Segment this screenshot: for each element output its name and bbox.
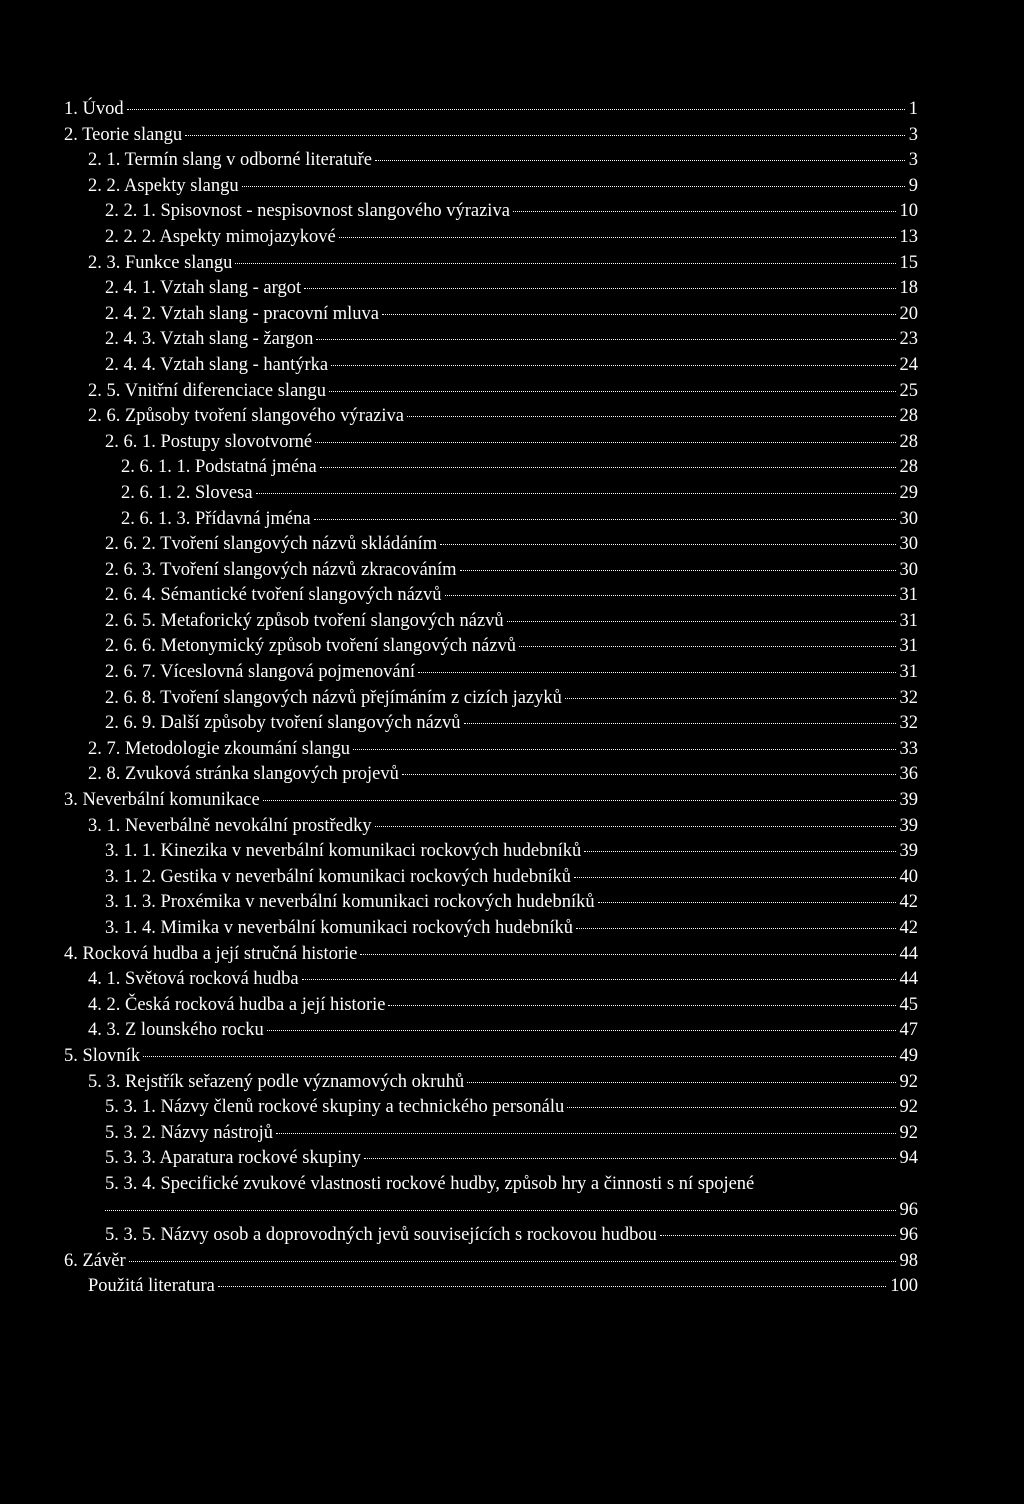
toc-entry[interactable] (105, 890, 918, 916)
toc-page-number: 40 (899, 866, 918, 887)
toc-row (0, 1018, 1024, 1044)
toc-row (0, 942, 1024, 968)
toc-entry[interactable] (121, 507, 918, 533)
toc-row (0, 558, 1024, 584)
toc-row (0, 839, 1024, 865)
dot-leader (331, 365, 895, 366)
toc-row (0, 762, 1024, 788)
toc-entry[interactable] (64, 1044, 918, 1070)
toc-row (0, 174, 1024, 200)
toc-entry[interactable] (105, 583, 918, 609)
toc-entry-title: 3. Neverbální komunikace (64, 790, 260, 811)
toc-page-number: 31 (899, 662, 918, 683)
toc-entry-title: 2. 1. Termín slang v odborné literatuře (88, 150, 373, 171)
toc-row (0, 660, 1024, 686)
toc-row (0, 814, 1024, 840)
dot-leader (304, 288, 895, 289)
toc-entry-title: 2. 7. Metodologie zkoumání slangu (88, 738, 351, 759)
toc-page-number: 36 (899, 764, 918, 785)
toc-entry[interactable] (105, 660, 918, 686)
toc-entry-title: 2. 2. 2. Aspekty mimojazykové (105, 226, 336, 247)
dot-leader (513, 211, 896, 212)
dot-leader (565, 698, 896, 699)
toc-row (0, 686, 1024, 712)
toc-page-number: 3 (908, 150, 918, 171)
toc-entry[interactable] (105, 1121, 918, 1147)
toc-row (0, 916, 1024, 942)
dot-leader (263, 800, 896, 801)
toc-row (0, 1198, 1024, 1224)
dot-leader (143, 1056, 895, 1057)
dot-leader (375, 826, 896, 827)
toc-entry-title: 2. 5. Vnitřní diferenciace slangu (88, 380, 327, 401)
toc-entry[interactable] (88, 1018, 918, 1044)
toc-page-number: 98 (899, 1250, 918, 1271)
dot-leader (267, 1030, 896, 1031)
toc-entry[interactable] (105, 532, 918, 558)
toc-entry-title: 2. 8. Zvuková stránka slangových projevů (88, 764, 399, 785)
toc-entry[interactable] (64, 1249, 918, 1275)
toc-entry-title: 3. 1. 4. Mimika v neverbální komunikaci rockových hudebníků (105, 918, 574, 938)
toc-entry-title: 2. 6. 5. Metaforický způsob tvoření slangových názvů (105, 610, 504, 631)
toc-row (0, 97, 1024, 123)
toc-entry[interactable] (64, 788, 918, 814)
dot-leader (440, 544, 895, 545)
toc-entry[interactable] (88, 174, 918, 200)
toc-entry-title: 4. Rocková hudba a její stručná historie (64, 943, 358, 964)
dot-leader (302, 979, 896, 980)
dot-leader (382, 314, 895, 315)
toc-page-number: 44 (899, 969, 918, 990)
toc-entry[interactable] (105, 711, 918, 737)
toc-entry[interactable] (88, 404, 918, 430)
toc-entry[interactable] (121, 455, 918, 481)
toc-entry[interactable] (105, 865, 918, 891)
toc-entry[interactable] (105, 1223, 918, 1249)
dot-leader (276, 1133, 895, 1134)
toc-row (0, 1146, 1024, 1172)
toc-page-number: 42 (899, 892, 918, 913)
toc-entry-title: 2. 6. 9. Další způsoby tvoření slangových názvů (105, 713, 461, 734)
toc-page-number: 23 (899, 329, 918, 350)
toc-row (0, 481, 1024, 507)
dot-leader (464, 723, 896, 724)
toc-entry-title: 5. 3. Rejstřík seřazený podle významových okruhů (88, 1071, 465, 1092)
toc-row (0, 455, 1024, 481)
toc-entry-title[interactable]: 5. 3. 4. Specifické zvukové vlastnosti rockové hudby, způsob hry a činnosti s ní spojené (105, 1173, 755, 1194)
toc-entry[interactable] (105, 1146, 918, 1172)
toc-row (0, 1249, 1024, 1275)
toc-page-number: 44 (899, 943, 918, 964)
toc-entry-title: 4. 3. Z lounského rocku (88, 1020, 264, 1041)
dot-leader (418, 672, 896, 673)
toc-entry[interactable] (64, 942, 918, 968)
toc-page-number: 32 (899, 687, 918, 708)
dot-leader (129, 1261, 896, 1262)
toc-row (0, 302, 1024, 328)
dot-leader (314, 519, 896, 520)
toc-page-number: 18 (899, 278, 918, 299)
toc-entry[interactable] (105, 199, 918, 225)
toc-page-number: 31 (899, 610, 918, 631)
toc-entry[interactable] (88, 379, 918, 405)
dot-leader (660, 1235, 896, 1236)
toc-entry[interactable] (105, 1095, 918, 1121)
toc-row (0, 634, 1024, 660)
dot-leader (467, 1082, 895, 1083)
toc-row (0, 353, 1024, 379)
toc-row (0, 865, 1024, 891)
toc-entry-title: 5. Slovník (64, 1045, 141, 1066)
toc-entry[interactable] (105, 558, 918, 584)
dot-leader (507, 621, 896, 622)
dot-leader (402, 774, 896, 775)
toc-page-number: 29 (899, 482, 918, 503)
toc-entry[interactable] (105, 276, 918, 302)
dot-leader (315, 442, 895, 443)
dot-leader (375, 160, 905, 161)
dot-leader (105, 1210, 896, 1211)
toc-row (0, 967, 1024, 993)
toc-row (0, 1172, 1024, 1198)
toc-entry-title: 2. 4. 3. Vztah slang - žargon (105, 329, 314, 350)
toc-page-number: 39 (899, 841, 918, 862)
toc-row (0, 404, 1024, 430)
toc-entry-title: 2. 6. 1. 3. Přídavná jména (121, 508, 311, 529)
toc-entry[interactable] (105, 225, 918, 251)
toc-entry-title: 2. 4. 2. Vztah slang - pracovní mluva (105, 303, 380, 324)
toc-entry-title: 2. 6. 1. 1. Podstatná jména (121, 457, 317, 478)
toc-entry[interactable] (88, 251, 918, 277)
toc-entry[interactable] (121, 481, 918, 507)
toc-entry-title: 6. Závěr (64, 1250, 126, 1271)
dot-leader (567, 1107, 895, 1108)
toc-entry-continuation (105, 1198, 918, 1224)
toc-row (0, 1121, 1024, 1147)
toc-entry-title: 2. 6. 2. Tvoření slangových názvů skládáním (105, 534, 438, 555)
toc-page-number: 31 (899, 585, 918, 606)
toc-page-number: 42 (899, 918, 918, 938)
toc-row (0, 583, 1024, 609)
dot-leader (407, 416, 896, 417)
toc-page-number: 30 (899, 559, 918, 580)
dot-leader (388, 1005, 895, 1006)
dot-leader (353, 749, 895, 750)
toc-page-number: 100 (890, 1276, 918, 1297)
toc-entry[interactable] (88, 762, 918, 788)
toc-row (0, 993, 1024, 1019)
toc-page-number: 9 (908, 175, 918, 196)
toc-entry-title: 2. 6. 4. Sémantické tvoření slangových názvů (105, 585, 442, 606)
toc-row (0, 737, 1024, 763)
dot-leader (460, 570, 896, 571)
toc-row (0, 276, 1024, 302)
toc-row (0, 225, 1024, 251)
toc-entry[interactable] (105, 686, 918, 712)
toc-row (0, 890, 1024, 916)
toc-row (0, 788, 1024, 814)
toc-entry[interactable] (105, 327, 918, 353)
toc-page-number: 33 (899, 738, 918, 759)
toc-row (0, 379, 1024, 405)
toc-entry-title: 3. 1. 1. Kinezika v neverbální komunikaci rockových hudebníků (105, 841, 582, 862)
toc-entry-title: 5. 3. 2. Názvy nástrojů (105, 1122, 274, 1143)
toc-entry[interactable] (88, 737, 918, 763)
toc-entry[interactable] (105, 302, 918, 328)
dot-leader (598, 902, 896, 903)
toc-entry-title: 2. 4. 4. Vztah slang - hantýrka (105, 354, 329, 375)
toc-entry[interactable] (88, 967, 918, 993)
toc-page-number: 96 (899, 1225, 918, 1246)
toc-page-number: 28 (899, 406, 918, 427)
toc-entry[interactable] (88, 993, 918, 1019)
toc-entry[interactable] (88, 814, 918, 840)
toc-page-number: 92 (899, 1097, 918, 1118)
toc-entry[interactable] (64, 97, 918, 123)
toc-entry-title: 4. 1. Světová rocková hudba (88, 969, 299, 990)
toc-page-number: 94 (899, 1148, 918, 1169)
toc-entry[interactable] (88, 1274, 918, 1300)
toc-entry-title: 2. 6. 8. Tvoření slangových názvů přejímáním z cizích jazyků (105, 687, 562, 708)
toc-entry-title: Použitá literatura (88, 1276, 215, 1297)
toc-row (0, 1044, 1024, 1070)
toc-entry-title: 2. 6. 1. 2. Slovesa (121, 482, 253, 503)
dot-leader (445, 595, 896, 596)
dot-leader (339, 237, 896, 238)
toc-entry[interactable] (105, 839, 918, 865)
toc-entry-title: 3. 1. 3. Proxémika v neverbální komunikaci rockových hudebníků (105, 892, 595, 913)
toc-page-number: 1 (908, 99, 918, 119)
toc-page-number: 20 (899, 303, 918, 324)
dot-leader (364, 1158, 896, 1159)
toc-page-number: 39 (899, 790, 918, 811)
dot-leader (316, 339, 895, 340)
dot-leader (584, 851, 895, 852)
dot-leader (519, 646, 895, 647)
toc-entry-title: 2. 2. Aspekty slangu (88, 175, 239, 196)
toc-entry[interactable] (88, 1070, 918, 1096)
table-of-contents (0, 97, 1024, 1300)
toc-row (0, 148, 1024, 174)
toc-page-number: 30 (899, 508, 918, 529)
toc-page-number: 10 (899, 201, 918, 222)
toc-page-number: 47 (899, 1020, 918, 1041)
toc-page-number: 49 (899, 1045, 918, 1066)
toc-entry-title: 3. 1. 2. Gestika v neverbální komunikaci rockových hudebníků (105, 866, 571, 887)
toc-entry-title: 5. 3. 5. Názvy osob a doprovodných jevů souvisejících s rockovou hudbou (105, 1225, 657, 1246)
dot-leader (256, 493, 896, 494)
dot-leader (127, 109, 905, 110)
dot-leader (360, 954, 895, 955)
toc-entry-title: 5. 3. 1. Názvy členů rockové skupiny a technického personálu (105, 1097, 565, 1118)
toc-entry[interactable] (105, 353, 918, 379)
toc-row (0, 507, 1024, 533)
toc-page-number: 45 (899, 994, 918, 1015)
toc-row (0, 327, 1024, 353)
toc-page-number: 25 (899, 380, 918, 401)
toc-entry-title: 2. 2. 1. Spisovnost - nespisovnost slangového výraziva (105, 201, 510, 222)
toc-row (0, 711, 1024, 737)
toc-row (0, 609, 1024, 635)
dot-leader (329, 391, 895, 392)
dot-leader (320, 467, 896, 468)
toc-page-number: 31 (899, 636, 918, 657)
toc-row (0, 532, 1024, 558)
toc-row (0, 251, 1024, 277)
toc-entry-title: 2. 6. 7. Víceslovná slangová pojmenování (105, 662, 415, 683)
toc-entry[interactable] (105, 430, 918, 456)
toc-entry-title: 2. 6. 6. Metonymický způsob tvoření slangových názvů (105, 636, 517, 657)
dot-leader (218, 1286, 886, 1287)
dot-leader (235, 263, 895, 264)
toc-page-number: 92 (899, 1071, 918, 1092)
toc-page-number: 32 (899, 713, 918, 734)
toc-row (0, 199, 1024, 225)
toc-row (0, 1223, 1024, 1249)
toc-entry-title: 2. 6. 1. Postupy slovotvorné (105, 431, 313, 452)
toc-row (0, 1070, 1024, 1096)
toc-page-number: 3 (908, 124, 918, 145)
toc-entry[interactable] (105, 634, 918, 660)
toc-page-number: 24 (899, 354, 918, 375)
toc-entry-title: 5. 3. 3. Aparatura rockové skupiny (105, 1148, 361, 1169)
toc-page-number: 28 (899, 431, 918, 452)
dot-leader (185, 135, 905, 136)
dot-leader (576, 928, 895, 929)
toc-page-number: 92 (899, 1122, 918, 1143)
toc-entry-title: 2. 6. 3. Tvoření slangových názvů zkracováním (105, 559, 457, 580)
toc-row (0, 123, 1024, 149)
toc-page-number: 39 (899, 815, 918, 836)
dot-leader (242, 186, 905, 187)
toc-entry-title: 1. Úvod (64, 99, 124, 119)
toc-entry-title: 3. 1. Neverbálně nevokální prostředky (88, 815, 372, 836)
toc-row (0, 430, 1024, 456)
toc-page-number: 28 (899, 457, 918, 478)
toc-entry-title: 2. 6. Způsoby tvoření slangového výraziva (88, 406, 404, 427)
toc-entry[interactable] (105, 609, 918, 635)
toc-entry-title: 2. 4. 1. Vztah slang - argot (105, 278, 302, 299)
toc-page-number: 30 (899, 534, 918, 555)
toc-row (0, 1095, 1024, 1121)
toc-page-number: 96 (899, 1199, 918, 1220)
toc-entry-title: 2. 3. Funkce slangu (88, 252, 233, 273)
dot-leader (574, 877, 896, 878)
toc-page-number: 13 (899, 226, 918, 247)
toc-entry-title: 4. 2. Česká rocková hudba a její historie (88, 994, 386, 1015)
toc-entry[interactable] (105, 916, 918, 942)
toc-row (0, 1274, 1024, 1300)
toc-entry-title: 2. Teorie slangu (64, 124, 183, 145)
toc-page-number: 15 (899, 252, 918, 273)
toc-entry[interactable] (88, 148, 918, 174)
toc-entry[interactable] (64, 123, 918, 149)
